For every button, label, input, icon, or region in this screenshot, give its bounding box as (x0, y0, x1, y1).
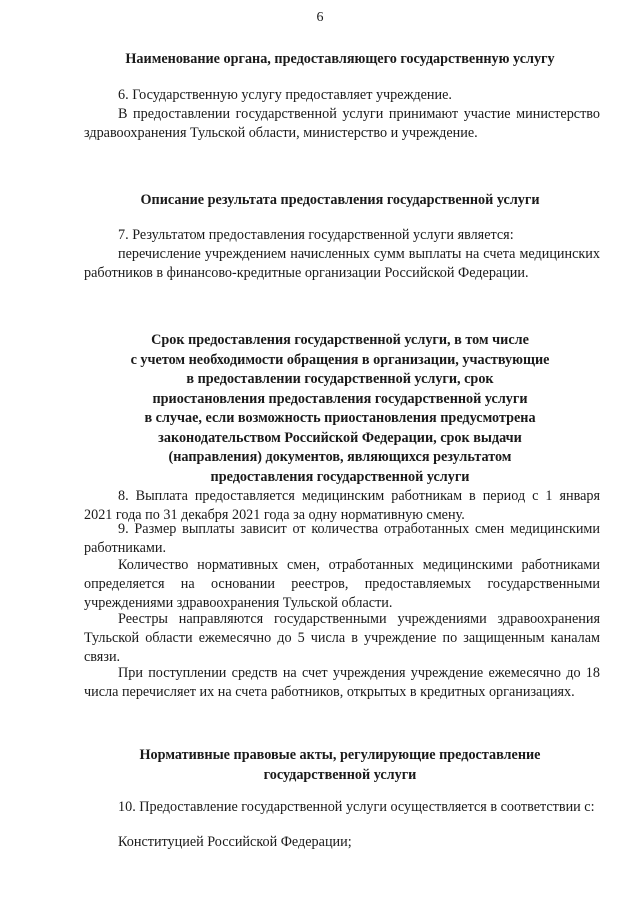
paragraph-registries: Реестры направляются государственными учреждениями здравоохранения Тульской области ежемесячно до 5 числа в учреждение по защищенным каналам связи. (84, 611, 600, 665)
section-heading-term (80, 331, 600, 487)
paragraph-participation: В предоставлении государственной услуги принимают участие министерство здравоохранения Тульской области, министерство и учреждение. (84, 106, 600, 141)
section-heading-result: Описание результата предоставления государственной услуги (140, 192, 540, 208)
heading-line: (направления) документов, являющихся результатом (168, 449, 512, 465)
heading-line: законодательством Российской Федерации, срок выдачи (158, 429, 522, 446)
paragraph-8: 8. Выплата предоставляется медицинским работникам в период с 1 января 2021 года по 31 декабря 2021 года за одну нормативную смену. (84, 488, 600, 523)
paragraph-9: 9. Размер выплаты зависит от количества отработанных смен медицинскими работниками. (84, 521, 600, 556)
paragraph-constitution: Конституцией Российской Федерации; (118, 834, 352, 850)
heading-line: Срок предоставления государственной услуги, в том числе (151, 332, 529, 348)
paragraph-7: 7. Результатом предоставления государственной услуги является: (118, 227, 514, 243)
heading-line: предоставления государственной услуги (210, 468, 470, 485)
paragraph-shift-count: Количество нормативных смен, отработанных медицинскими работниками определяется на основании реестров, предоставляемых государственными учреждениями здравоохранения Тульской области. (84, 557, 600, 611)
heading-line: приостановления предоставления государственной услуги (152, 390, 528, 407)
section-heading-authority: Наименование органа, предоставляющего государственную услугу (125, 51, 555, 67)
heading-line: Нормативные правовые акты, регулирующие предоставление (139, 747, 541, 763)
heading-line: в случае, если возможность приостановления предусмотрена (144, 410, 536, 426)
paragraph-result-description: перечисление учреждением начисленных сумм выплаты на счета медицинских работников в финансово-кредитные организации Российской Федерации. (84, 246, 600, 281)
section-heading-legal-acts (80, 746, 600, 785)
paragraph-6: 6. Государственную услугу предоставляет учреждение. (118, 87, 452, 103)
heading-line: государственной услуги (263, 766, 417, 783)
heading-line: в предоставлении государственной услуги, срок (186, 371, 494, 387)
page-number: 6 (316, 10, 324, 25)
paragraph-transfer: При поступлении средств на счет учреждения учреждение ежемесячно до 18 числа перечисляет их на счета работников, открытых в кредитных организациях. (84, 665, 600, 700)
heading-line: с учетом необходимости обращения в организации, участвующие (130, 351, 550, 368)
paragraph-10: 10. Предоставление государственной услуги осуществляется в соответствии с: (118, 799, 595, 815)
